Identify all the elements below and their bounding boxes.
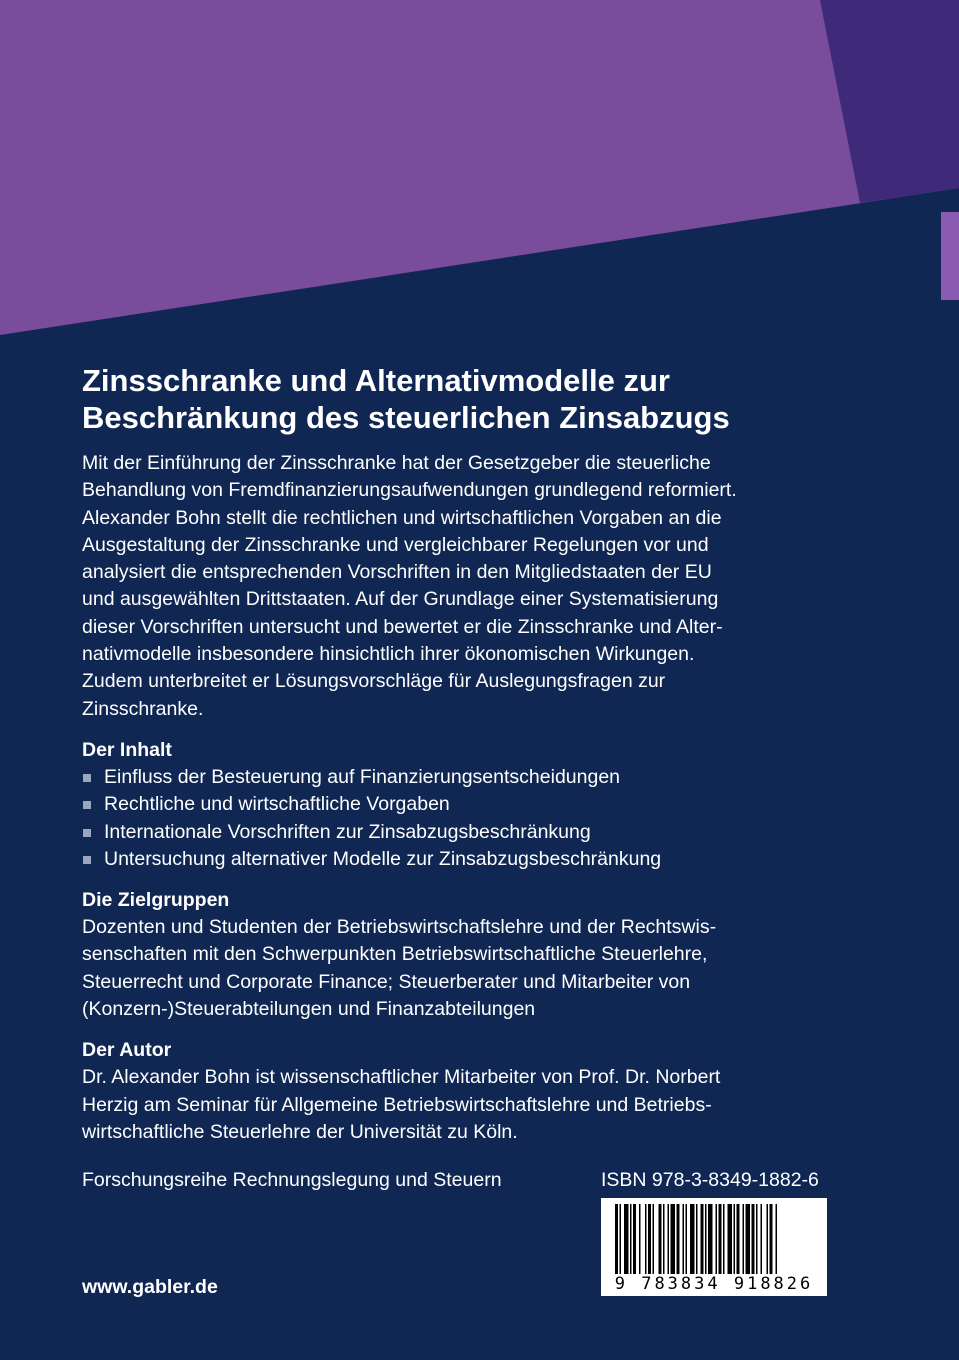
- barcode-bar: [734, 1204, 736, 1274]
- barcode-bar: [653, 1204, 655, 1274]
- barcode-bar: [708, 1204, 713, 1274]
- intro-line: und ausgewählten Drittstaaten. Auf der Grundlage einer Systematisierung: [82, 588, 719, 611]
- barcode-bar: [677, 1204, 680, 1274]
- autor-line: wirtschaftliche Steuerlehre der Universität zu Köln.: [82, 1120, 518, 1143]
- intro-line: analysiert die entsprechenden Vorschriften in den Mitgliedstaaten der EU: [82, 561, 712, 584]
- barcode-bar: [648, 1204, 651, 1274]
- barcode-bar: [639, 1204, 641, 1274]
- barcode-bar: [701, 1204, 704, 1274]
- series-name: Forschungsreihe Rechnungslegung und Steuern: [82, 1169, 502, 1191]
- barcode-bar: [663, 1204, 665, 1274]
- intro-line: nativmodelle insbesondere hinsichtlich ihrer ökonomischen Wirkungen.: [82, 643, 695, 666]
- zielgruppen-line: Dozenten und Studenten der Betriebswirtschaftslehre und der Rechtswis-: [82, 916, 717, 939]
- barcode-bar: [690, 1204, 695, 1274]
- inhalt-list: [82, 764, 842, 873]
- barcode-bar: [716, 1204, 718, 1274]
- barcode-bar: [645, 1204, 647, 1274]
- publisher-url[interactable]: www.gabler.de: [82, 1276, 218, 1298]
- list-item-text: Internationale Vorschriften zur Zinsabzugsbeschränkung: [104, 820, 591, 843]
- barcode-bar: [620, 1204, 622, 1274]
- zielgruppen-heading: Die Zielgruppen: [82, 889, 230, 912]
- autor-line: Herzig am Seminar für Allgemeine Betriebswirtschaftslehre und Betriebs-: [82, 1093, 712, 1116]
- barcode: [601, 1198, 827, 1296]
- barcode-bar: [615, 1204, 618, 1274]
- barcode-digits: 9 783834 918826: [614, 1274, 814, 1294]
- intro-line: Behandlung von Fremdfinanzierungsaufwendungen grundlegend reformiert.: [82, 479, 737, 502]
- intro-paragraph: [82, 450, 842, 723]
- list-item-text: Einfluss der Besteuerung auf Finanzierungsentscheidungen: [104, 765, 621, 788]
- bullet-square-icon: [83, 856, 91, 864]
- barcode-bar: [767, 1204, 769, 1274]
- zielgruppen-line: senschaften mit den Schwerpunkten Betriebswirtschaftliche Steuerlehre,: [82, 943, 708, 966]
- zielgruppen-line: Steuerrecht und Corporate Finance; Steuerberater und Mitarbeiter von: [82, 970, 691, 993]
- barcode-bar: [719, 1204, 722, 1274]
- barcode-bar: [633, 1204, 636, 1274]
- intro-line: Alexander Bohn stellt die rechtlichen und wirtschaftlichen Vorgaben an die: [82, 506, 722, 529]
- barcode-bar: [737, 1204, 740, 1274]
- barcode-bar: [705, 1204, 707, 1274]
- barcode-bar: [728, 1204, 733, 1274]
- zielgruppen-paragraph: [82, 914, 842, 1023]
- intro-line: Mit der Einführung der Zinsschranke hat der Gesetzgeber die steuerliche: [82, 452, 711, 474]
- autor-heading: Der Autor: [82, 1039, 172, 1062]
- intro-line: dieser Vorschriften untersucht und bewertet er die Zinsschranke und Alter-: [82, 615, 723, 638]
- zielgruppen-line: (Konzern-)Steuerabteilungen und Finanzabteilungen: [82, 998, 536, 1021]
- list-item: [82, 819, 842, 846]
- autor-line: Dr. Alexander Bohn ist wissenschaftlicher Mitarbeiter von Prof. Dr. Norbert: [82, 1066, 721, 1089]
- title-line-2: Beschränkung des steuerlichen Zinsabzugs: [82, 400, 730, 435]
- barcode-bar: [743, 1204, 745, 1274]
- barcode-bar: [756, 1204, 758, 1274]
- intro-line: Zinsschranke.: [82, 697, 204, 720]
- inhalt-heading: Der Inhalt: [82, 738, 172, 761]
- list-item: [82, 846, 842, 873]
- barcode-bar: [761, 1204, 763, 1274]
- isbn-text: ISBN 978-3-8349-1882-6: [601, 1169, 819, 1191]
- barcode-bar: [668, 1204, 670, 1274]
- violet-strip: [941, 212, 959, 300]
- list-item: [82, 791, 842, 818]
- title-line-1: Zinsschranke und Alternativmodelle zur: [82, 363, 670, 398]
- barcode-bar: [624, 1204, 629, 1274]
- barcode-bar: [746, 1204, 751, 1274]
- back-cover-text: [82, 362, 842, 1146]
- barcode-bar: [630, 1204, 632, 1274]
- barcode-bar: [696, 1204, 698, 1274]
- barcode-bar: [659, 1204, 662, 1274]
- list-item: [82, 764, 842, 791]
- barcode-bar: [686, 1204, 688, 1274]
- intro-line: Zudem unterbreitet er Lösungsvorschläge für Auslegungsfragen zur: [82, 670, 666, 693]
- barcode-bar: [776, 1204, 778, 1274]
- list-item-text: Rechtliche und wirtschaftliche Vorgaben: [104, 793, 450, 816]
- intro-line: Ausgestaltung der Zinsschranke und vergleichbarer Regelungen vor und: [82, 533, 709, 556]
- autor-paragraph: [82, 1064, 842, 1146]
- bullet-square-icon: [83, 829, 91, 837]
- bullet-square-icon: [83, 801, 91, 809]
- barcode-bar: [770, 1204, 773, 1274]
- barcode-bar: [752, 1204, 755, 1274]
- list-item-text: Untersuchung alternativer Modelle zur Zinsabzugsbeschränkung: [104, 847, 662, 870]
- book-title: [82, 362, 842, 436]
- barcode-bar: [723, 1204, 725, 1274]
- barcode-bar: [683, 1204, 685, 1274]
- barcode-bar: [671, 1204, 676, 1274]
- bullet-square-icon: [83, 774, 91, 782]
